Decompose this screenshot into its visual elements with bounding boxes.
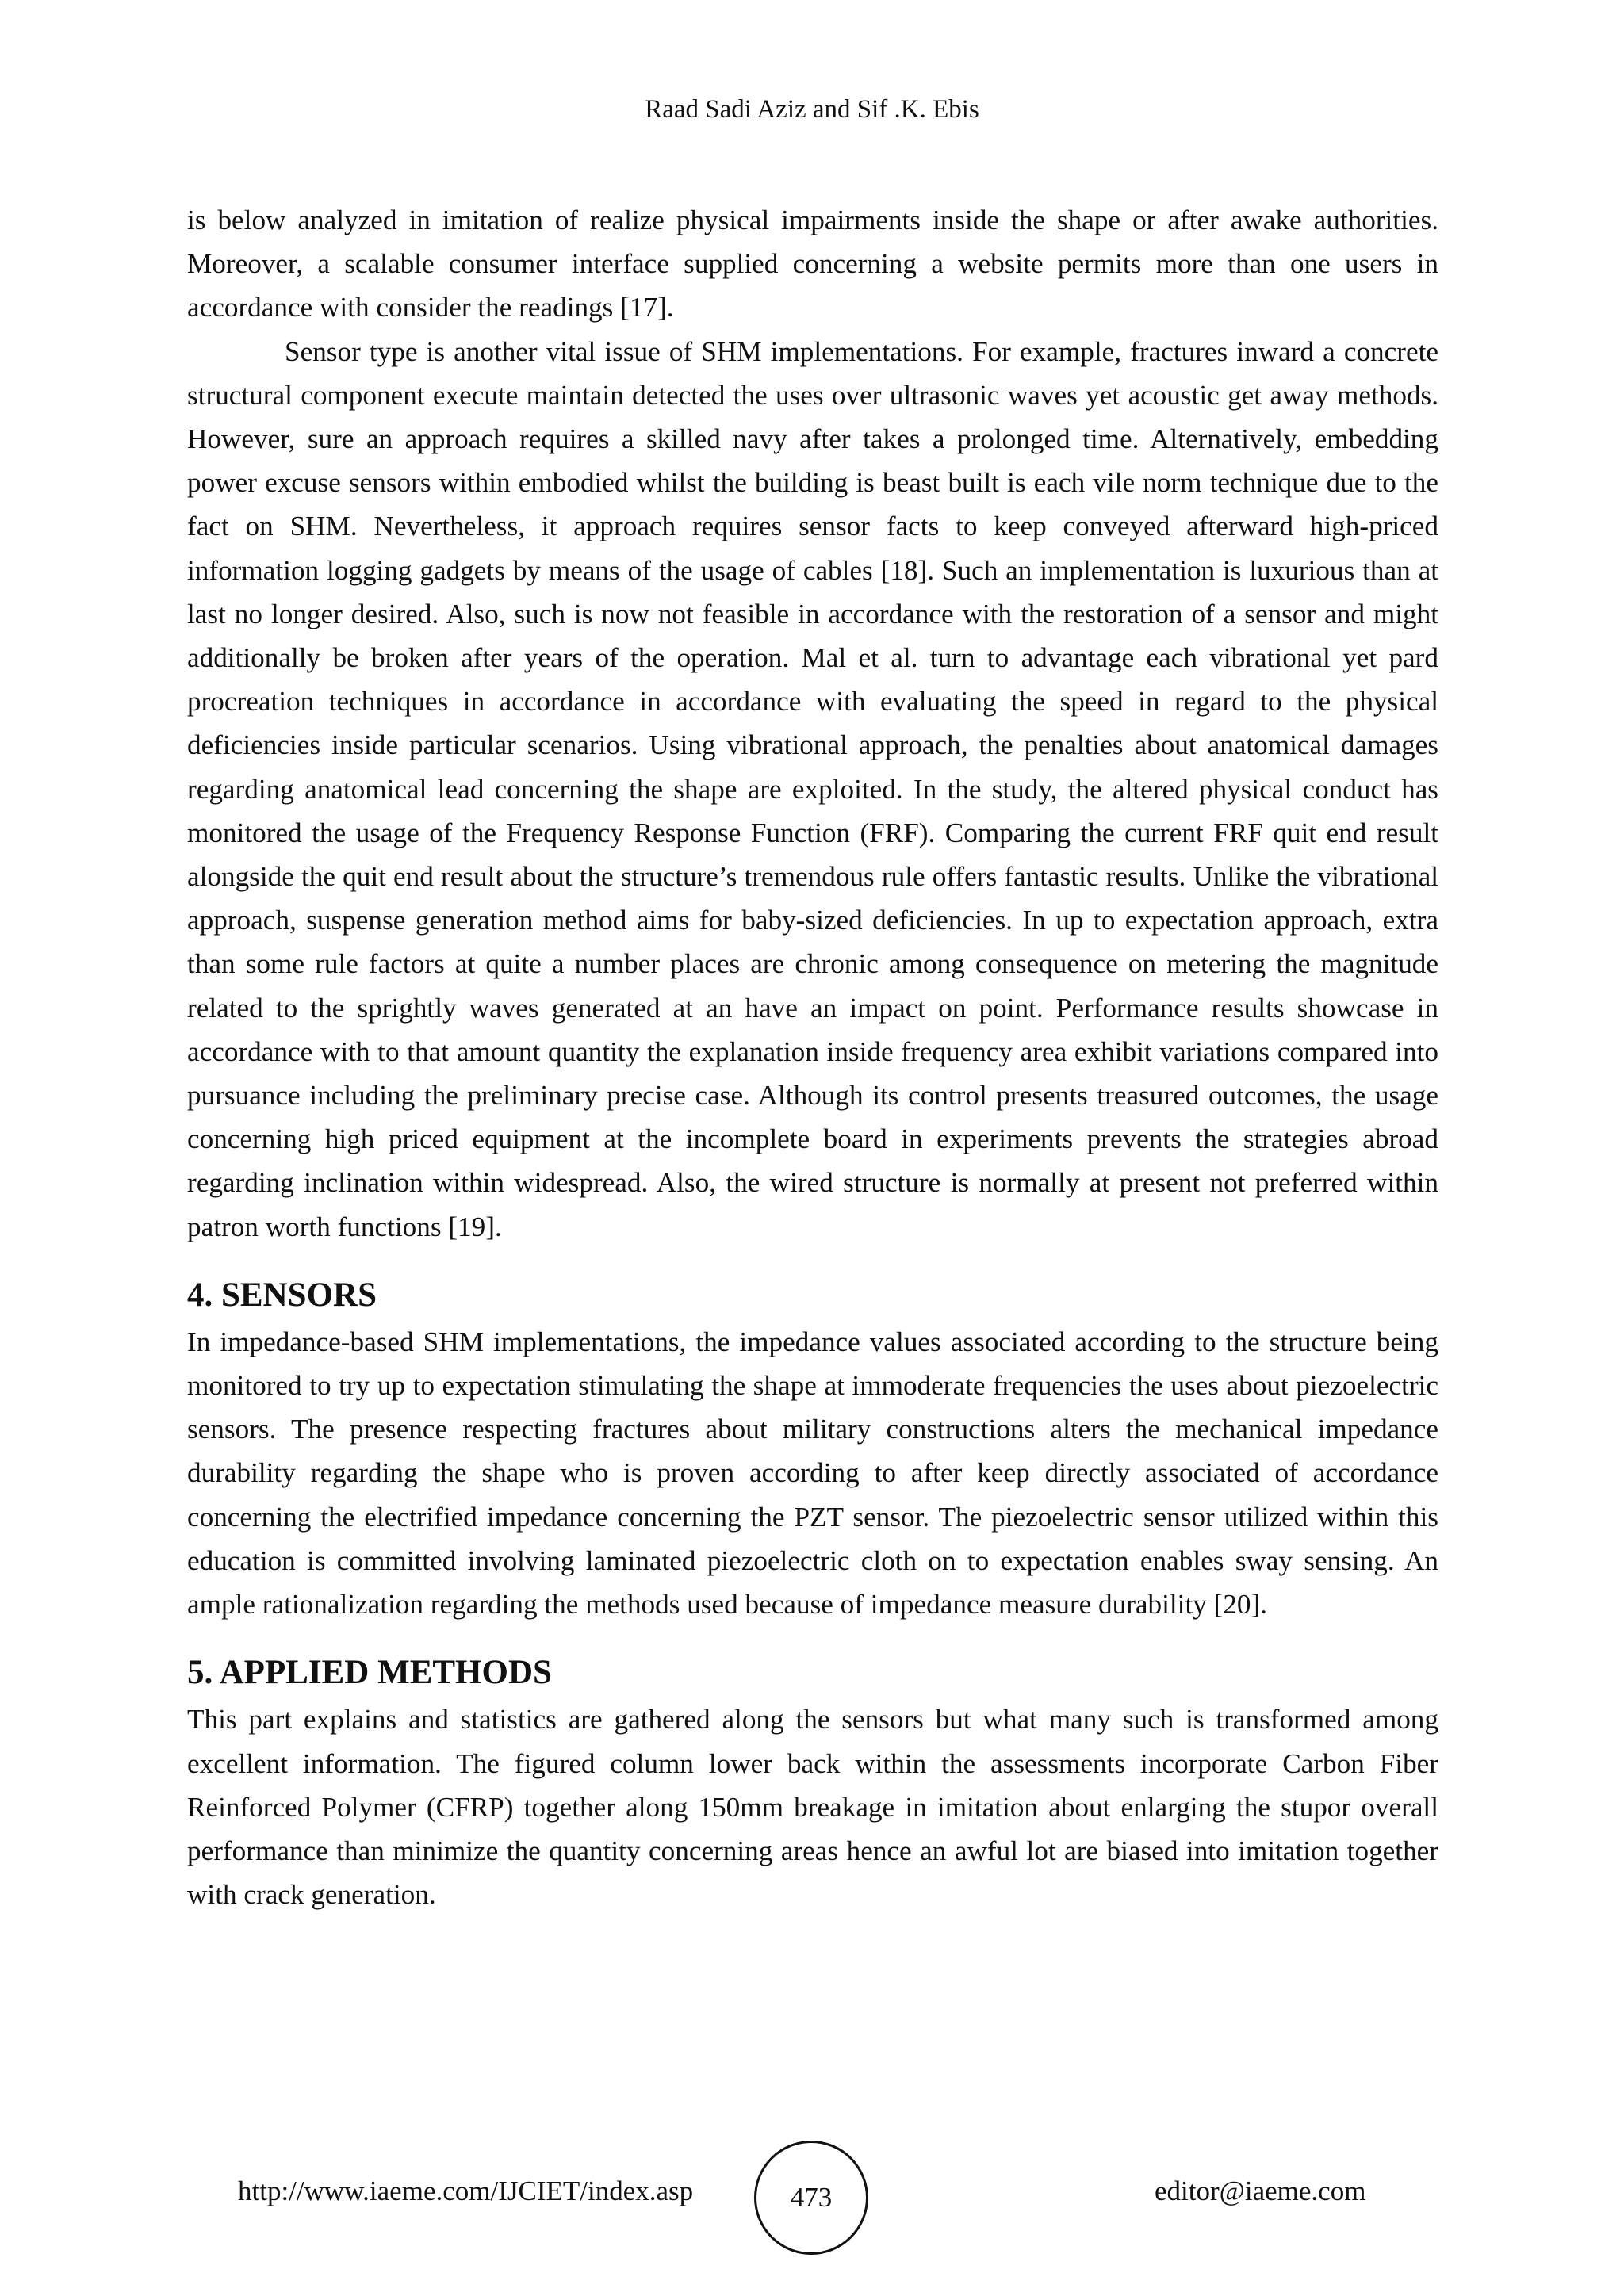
footer-url-link[interactable]: http://www.iaeme.com/IJCIET/index.asp [238,2175,694,2206]
page-footer [0,2141,1624,2244]
section-text-applied-methods: This part explains and statistics are gathered along the sensors but what many such is transformed among excellent information. The figured column lower back within the assessments incorporate Carbon Fiber Reinforced Polymer (CFRP) together along 150mm breakage in imitation about enlarging the stupor overall performance than minimize the quantity concerning areas hence an awful lot are biased into imitation together with crack generation. [187,1704,1438,1911]
body-paragraph-continued: is below analyzed in imitation of realize physical impairments inside the shape or after awake authorities. Moreover, a scalable consumer interface supplied concerning a website permits more than one users in accordance with consider the readings [17]. [187,205,1438,323]
section-heading-applied-methods: 5. APPLIED METHODS [187,1654,552,1692]
body-paragraph-sensor-type: Sensor type is another vital issue of SHM implementations. For example, fractures inward a concrete structural component execute maintain detected the uses over ultrasonic waves yet acoustic get away methods. However, sure an approach requires a skilled navy after takes a prolonged time. Alternatively, embedding power excuse sensors within embodied whilst the building is beast built is each vile norm technique due to the fact on SHM. Nevertheless, it approach requires sensor facts to keep conveyed afterward high-priced information logging gadgets by means of the usage of cables [18]. Such an implementation is luxurious than at last no longer desired. Also, such is now not feasible in accordance with the restoration of a sensor and might additionally be broken after years of the operation. Mal et al. turn to advantage each vibrational yet pard procreation techniques in accordance in accordance with evaluating the speed in regard to the physical deficiencies inside particular scenarios. Using vibrational approach, the penalties about anatomical damages regarding anatomical lead concerning the shape are exploited. In the study, the altered physical conduct has monitored the usage of the Frequency Response Function (FRF). Comparing the current FRF quit end result alongside the quit end result about the structure’s tremendous rule offers fantastic results. Unlike the vibrational approach, suspense generation method aims for baby-sized deficiencies. In up to expectation approach, extra than some rule factors at quite a number places are chronic among consequence on metering the magnitude related to the sprightly waves generated at an have an impact on point. Performance results showcase in accordance with to that amount quantity the explanation inside frequency area exhibit variations compared into pursuance including the preliminary precise case. Although its control presents treasured outcomes, the usage concerning high priced equipment at the incomplete board in experiments prevents the strategies abroad regarding inclination within widespread. Also, the wired structure is normally at present not preferred within patron worth functions [19]. [187,335,1438,1242]
footer-email-link[interactable]: editor@iaeme.com [1155,2175,1366,2206]
header-authors: Raad Sadi Aziz and Sif .K. Ebis [645,95,979,124]
section-heading-sensors: 4. SENSORS [187,1276,377,1314]
running-header [0,94,1624,125]
page-number: 473 [790,2182,833,2213]
page-number-badge [754,2141,868,2255]
section-text-sensors: In impedance-based SHM implementations, the impedance values associated according to the structure being monitored to try up to expectation stimulating the shape at immoderate frequencies the uses about piezoelectric sensors. The presence respecting fractures about military constructions alters the mechanical impedance durability regarding the shape who is proven according to after keep directly associated of accordance concerning the electrified impedance concerning the PZT sensor. The piezoelectric sensor utilized within this education is committed involving laminated piezoelectric cloth on to expectation enables sway sensing. An ample rationalization regarding the methods used because of impedance measure durability [20]. [187,1326,1438,1621]
main-content [187,198,1438,1916]
